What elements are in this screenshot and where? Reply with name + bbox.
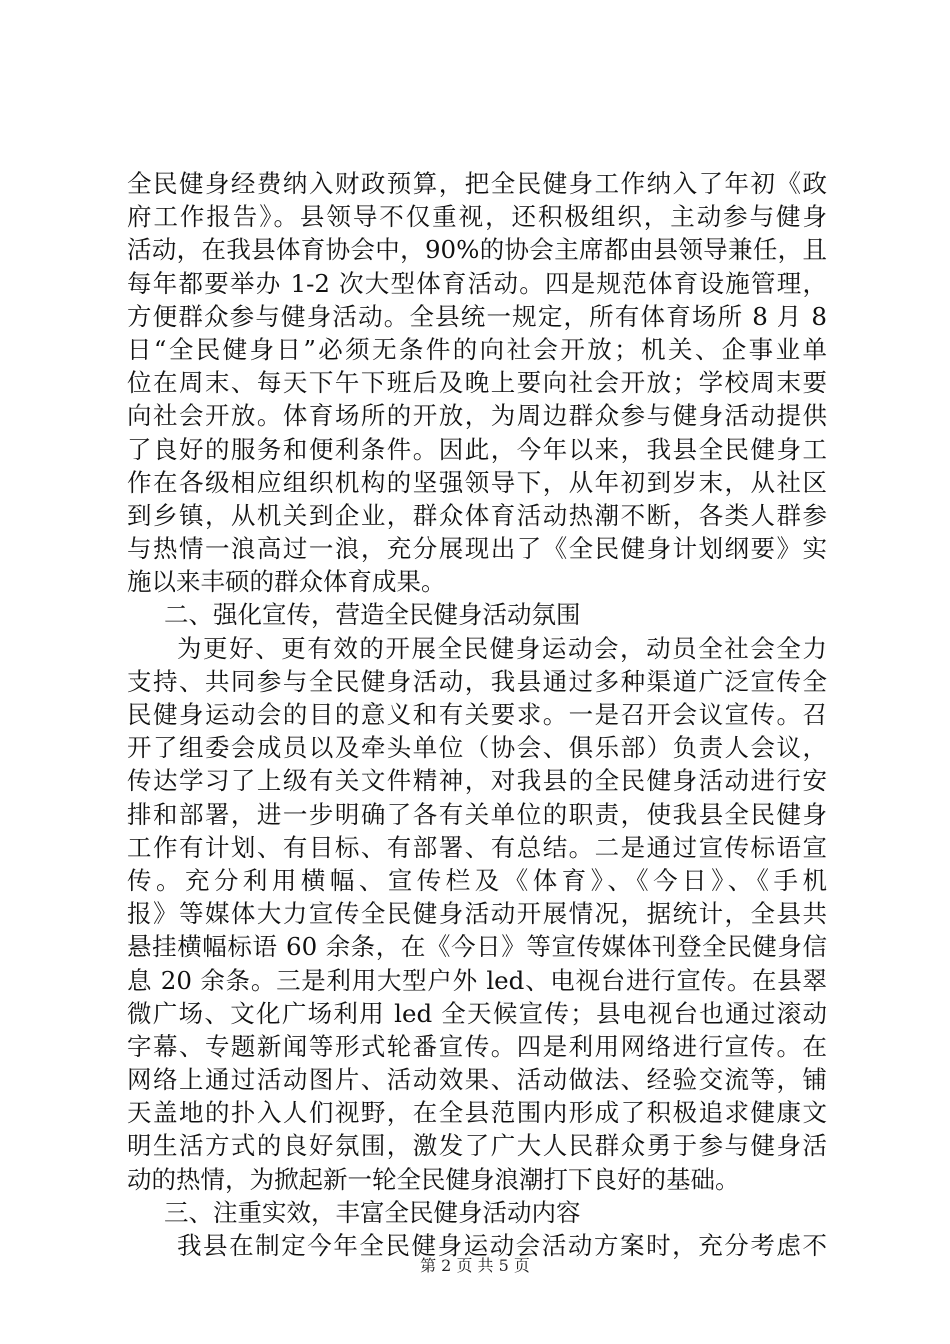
text-line: 了良好的服务和便利条件。因此，今年以来，我县全民健身工 (127, 434, 827, 464)
text-line: 排和部署，进一步明确了各有关单位的职责，使我县全民健身 (127, 799, 827, 829)
document-body (127, 167, 827, 1262)
text-line: 为更好、更有效的开展全民健身运动会，动员全社会全力 (177, 633, 827, 663)
section-heading: 二、强化宣传，营造全民健身活动氛围 (164, 600, 581, 630)
text-line: 位在周末、每天下午下班后及晚上要向社会开放；学校周末要 (127, 368, 827, 398)
text-line: 传。充分利用横幅、宣传栏及《体育》、《今日》、《手机 (127, 865, 827, 895)
text-line: 支持、共同参与全民健身活动，我县通过多种渠道广泛宣传全 (127, 666, 827, 696)
text-line: 活动，在我县体育协会中，90%的协会主席都由县领导兼任，且 (127, 235, 827, 265)
text-line: 到乡镇，从机关到企业，群众体育活动热潮不断，各类人群参 (127, 500, 827, 530)
text-line: 向社会开放。体育场所的开放，为周边群众参与健身活动提供 (127, 401, 827, 431)
text-line: 悬挂横幅标语 60 余条，在《今日》等宣传媒体刊登全民健身信 (127, 932, 827, 962)
text-line: 日“全民健身日”必须无条件的向社会开放；机关、企事业单 (127, 334, 827, 364)
text-line: 全民健身经费纳入财政预算，把全民健身工作纳入了年初《政 (127, 169, 827, 198)
text-line: 天盖地的扑入人们视野，在全县范围内形成了积极追求健康文 (127, 1098, 827, 1128)
text-line: 报》等媒体大力宣传全民健身活动开展情况，据统计，全县共 (127, 899, 827, 929)
text-line: 府工作报告》。县领导不仅重视，还积极组织，主动参与健身 (127, 202, 827, 232)
text-line: 民健身运动会的目的意义和有关要求。一是召开会议宣传。召 (127, 700, 827, 729)
text-line: 字幕、专题新闻等形式轮番宣传。四是利用网络进行宣传。在 (127, 1031, 827, 1061)
text-line: 动的热情，为掀起新一轮全民健身浪潮打下良好的基础。 (127, 1164, 740, 1194)
text-line: 方便群众参与健身活动。全县统一规定，所有体育场所 8 月 8 (127, 301, 827, 331)
text-line: 微广场、文化广场利用 led 全天候宣传；县电视台也通过滚动 (127, 998, 827, 1028)
text-line: 开了组委会成员以及牵头单位（协会、俱乐部）负责人会议， (127, 733, 827, 763)
text-line: 每年都要举办 1-2 次大型体育活动。四是规范体育设施管理， (127, 268, 827, 298)
text-line: 网络上通过活动图片、活动效果、活动做法、经验交流等，铺 (127, 1065, 827, 1095)
page-number-footer: 第 2 页 共 5 页 (420, 1256, 530, 1275)
section-heading: 三、注重实效，丰富全民健身活动内容 (164, 1197, 581, 1227)
text-line: 与热情一浪高过一浪，充分展现出了《全民健身计划纲要》实 (127, 534, 827, 564)
text-line: 传达学习了上级有关文件精神，对我县的全民健身活动进行安 (127, 766, 827, 796)
text-line: 作在各级相应组织机构的坚强领导下，从年初到岁末，从社区 (127, 467, 827, 497)
text-line: 施以来丰硕的群众体育成果。 (127, 567, 446, 597)
text-line: 息 20 余条。三是利用大型户外 led、电视台进行宣传。在县翠 (127, 965, 827, 995)
text-line: 我县在制定今年全民健身运动会活动方案时，充分考虑不 (177, 1231, 827, 1260)
text-line: 明生活方式的良好氛围，激发了广大人民群众勇于参与健身活 (127, 1131, 827, 1161)
text-line: 工作有计划、有目标、有部署、有总结。二是通过宣传标语宣 (127, 832, 827, 862)
